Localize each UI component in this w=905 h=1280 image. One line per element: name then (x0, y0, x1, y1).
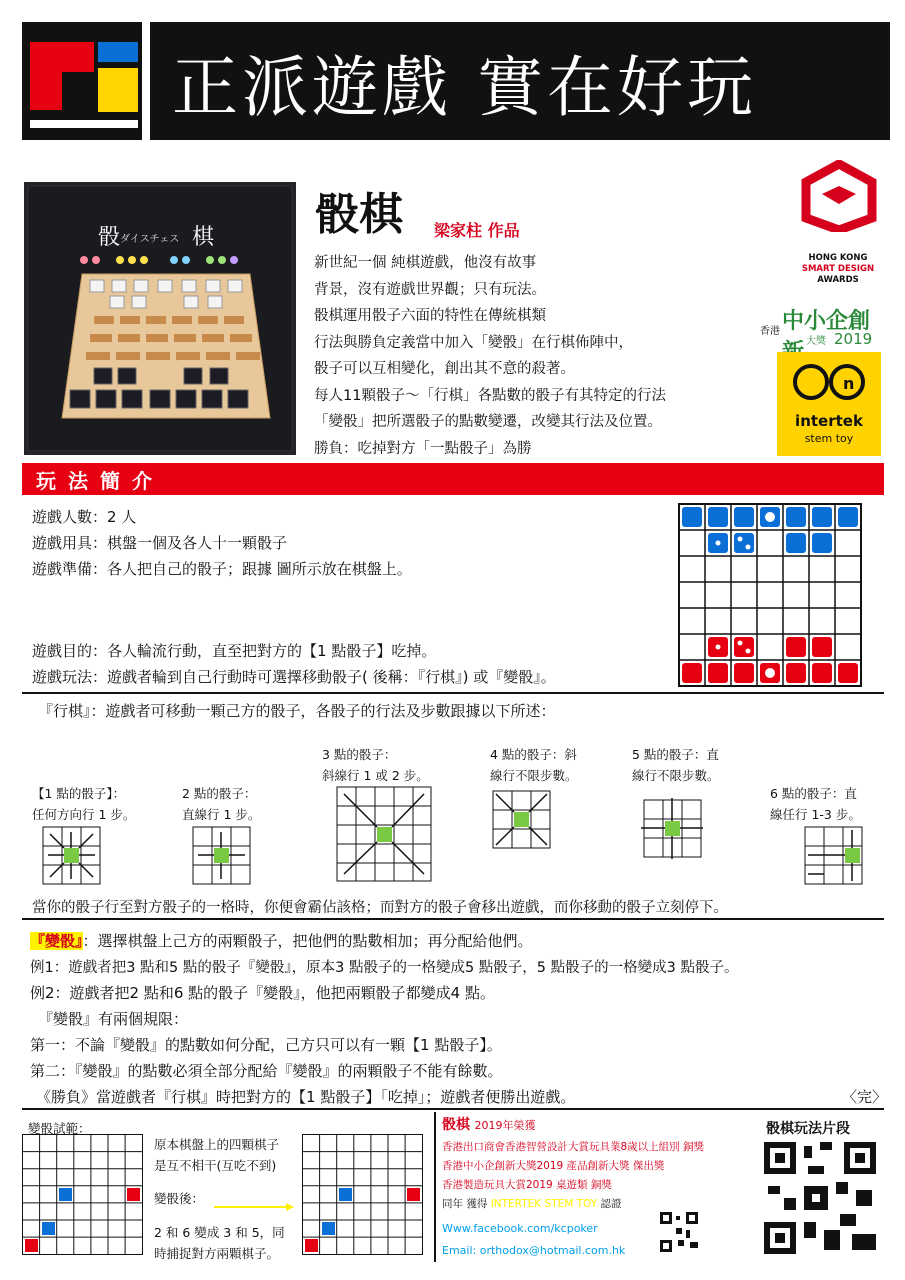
example-board-after (302, 1134, 424, 1260)
rule-limit: 『變骰』有兩個規限： (38, 1010, 189, 1028)
move-caption-1: 【1 點的骰子】： 任何方向行 1 步。 (32, 786, 136, 822)
rule-goal: 遊戲目的：各人輪流行動，直至把對方的【1 點骰子】吃掉。 (32, 642, 437, 660)
divider (22, 692, 884, 694)
intro-line: 背景，沒有遊戲世界觀；只有玩法。 (314, 281, 546, 298)
rule-example-2: 例2：遊戲者把2 點和6 點的骰子『變骰』，他把兩顆骰子都變成4 點。 (30, 984, 495, 1002)
move-caption-5: 5 點的骰子：直 線行不限步數。 (632, 747, 720, 783)
intro-line: 新世紀一個 純棋遊戲，他沒有故事 (314, 255, 537, 271)
move-diagram-6 (804, 826, 864, 890)
hk-smart-design-text: HONG KONG SMART DESIGN AWARDS (801, 253, 875, 285)
game-author: 梁家柱 作品 (434, 221, 520, 240)
rule-change: 『變骰』：選擇棋盤上己方的兩顆骰子，把他們的點數相加；再分配給他們。 (30, 932, 533, 950)
svg-text:n: n (843, 374, 855, 393)
example-desc: 原本棋盤上的四顆棋子 是互不相干(互吃不到) (154, 1137, 280, 1173)
rule-limit-2: 第二：『變骰』的點數必須全部分配給『變骰』的兩顆骰子不能有餘數。 (30, 1062, 503, 1080)
svg-text:棋: 棋 (192, 225, 215, 250)
rule-example-1: 例1：遊戲者把3 點和5 點的骰子『變骰』，原本3 點骰子的一格變成5 點骰子，5 點骰子的一格變成3 點骰子。 (30, 960, 739, 976)
move-diagram-4 (492, 790, 552, 854)
rule-win: 《勝負》當遊戲者『行棋』時把對方的【1 點骰子】「吃掉」；遊戲者便勝出遊戲。 (36, 1088, 576, 1106)
honors-list: 香港出口商會香港智營設計大賞玩具業8歲以上組別 銅獎 香港中小企創新大獎2019 產品創新大獎 傑出獎 香港製造玩具大賞2019 桌遊類 銅獎 同年 獲得 INTERTEK STEM TOY 認證 (442, 1141, 705, 1210)
video-qr-code[interactable] (764, 1142, 876, 1254)
intro-line: 骰棋運用骰子六面的特性在傳統棋類 (314, 308, 546, 324)
intro-line: 「變骰」把所選骰子的點數變遷，改變其行法及位置。 (314, 414, 662, 430)
svg-text:ダイスチェス: ダイスチェス (120, 234, 180, 245)
rule-end: 〈完〉 (842, 1088, 888, 1106)
brand-logo (22, 22, 142, 140)
hk-smart-design-logo (798, 160, 880, 250)
intro-line: 每人11顆骰子～「行棋」各點數的骰子有其特定的行法 (314, 387, 666, 404)
product-photo (24, 182, 296, 455)
photo-title-left: 骰 (98, 225, 121, 250)
move-caption-6: 6 點的骰子：直 線任行 1-3 步。 (770, 786, 861, 822)
example-label: 變骰試範： (28, 1121, 91, 1136)
move-caption-4: 4 點的骰子：斜 線行不限步數。 (490, 747, 578, 783)
small-qr-code (660, 1212, 698, 1252)
rule-players: 遊戲人數：2 人 (32, 508, 137, 526)
rule-capture: 當你的骰子行至對方骰子的一格時，你便會霸佔該格；而對方的骰子會移出遊戲，而你移動的骰子立刻停下。 (32, 900, 728, 916)
email-link[interactable]: Email: orthodox@hotmail.com.hk (442, 1244, 626, 1257)
example-board-before (22, 1134, 144, 1260)
divider (434, 1112, 436, 1262)
move-intro: 『行棋』：遊戲者可移動一顆己方的骰子，各骰子的行法及步數跟據以下所述： (38, 702, 556, 720)
example-result: 2 和 6 變成 3 和 5，同 時捕捉對方兩顆棋子。 (154, 1225, 285, 1261)
move-caption-3: 3 點的骰子： 斜線行 1 或 2 步。 (322, 747, 429, 783)
rule-equipment: 遊戲用具：棋盤一個及各人十一顆骰子 (32, 534, 288, 552)
honors-heading: 骰棋 2019年榮獲 (442, 1117, 536, 1133)
section-title: 玩法簡介 (22, 463, 884, 495)
intro-line: 行法與勝負定義當中加入「變骰」在行棋佈陣中， (314, 334, 633, 351)
rule-prep: 遊戲準備：各人把自己的骰子；跟據 圖所示放在棋盤上。 (32, 560, 412, 578)
move-diagram-5 (640, 796, 704, 864)
game-title: 骰棋 (315, 189, 403, 240)
rule-play: 遊戲玩法：遊戲者輪到自己行動時可選擇移動骰子( 後稱：『行棋』) 或『變骰』。 (32, 668, 556, 686)
intro-line: 勝負：吃掉對方「一點骰子」為勝 (314, 440, 532, 457)
facebook-link[interactable]: Www.facebook.com/kcpoker (442, 1222, 598, 1235)
divider (22, 918, 884, 920)
rule-limit-1: 第一：不論『變骰』的點數如何分配，己方只可以有一顆【1 點骰子】。 (30, 1036, 502, 1054)
video-label: 骰棋玩法片段 (766, 1121, 850, 1137)
move-caption-2: 2 點的骰子： 直線行 1 步。 (182, 786, 261, 822)
game-intro (314, 250, 666, 462)
example-after-label: 變骰後： (154, 1191, 205, 1206)
sme-award-logo: 香港 中小企創 大獎 2019 (760, 309, 873, 348)
move-diagram-2 (192, 826, 252, 890)
arrow-icon (214, 1196, 294, 1215)
move-diagram-3 (336, 786, 432, 886)
intro-line: 骰子可以互相變化，創出其不意的殺著。 (314, 361, 575, 377)
change-label: 『變骰』 (30, 932, 83, 950)
intertek-stem-logo: n intertek stem toy (777, 352, 881, 456)
starting-board (678, 503, 862, 687)
page-title: 正派遊戲 實在好玩 (150, 22, 890, 140)
move-diagram-1 (42, 826, 102, 890)
divider (22, 1108, 884, 1110)
